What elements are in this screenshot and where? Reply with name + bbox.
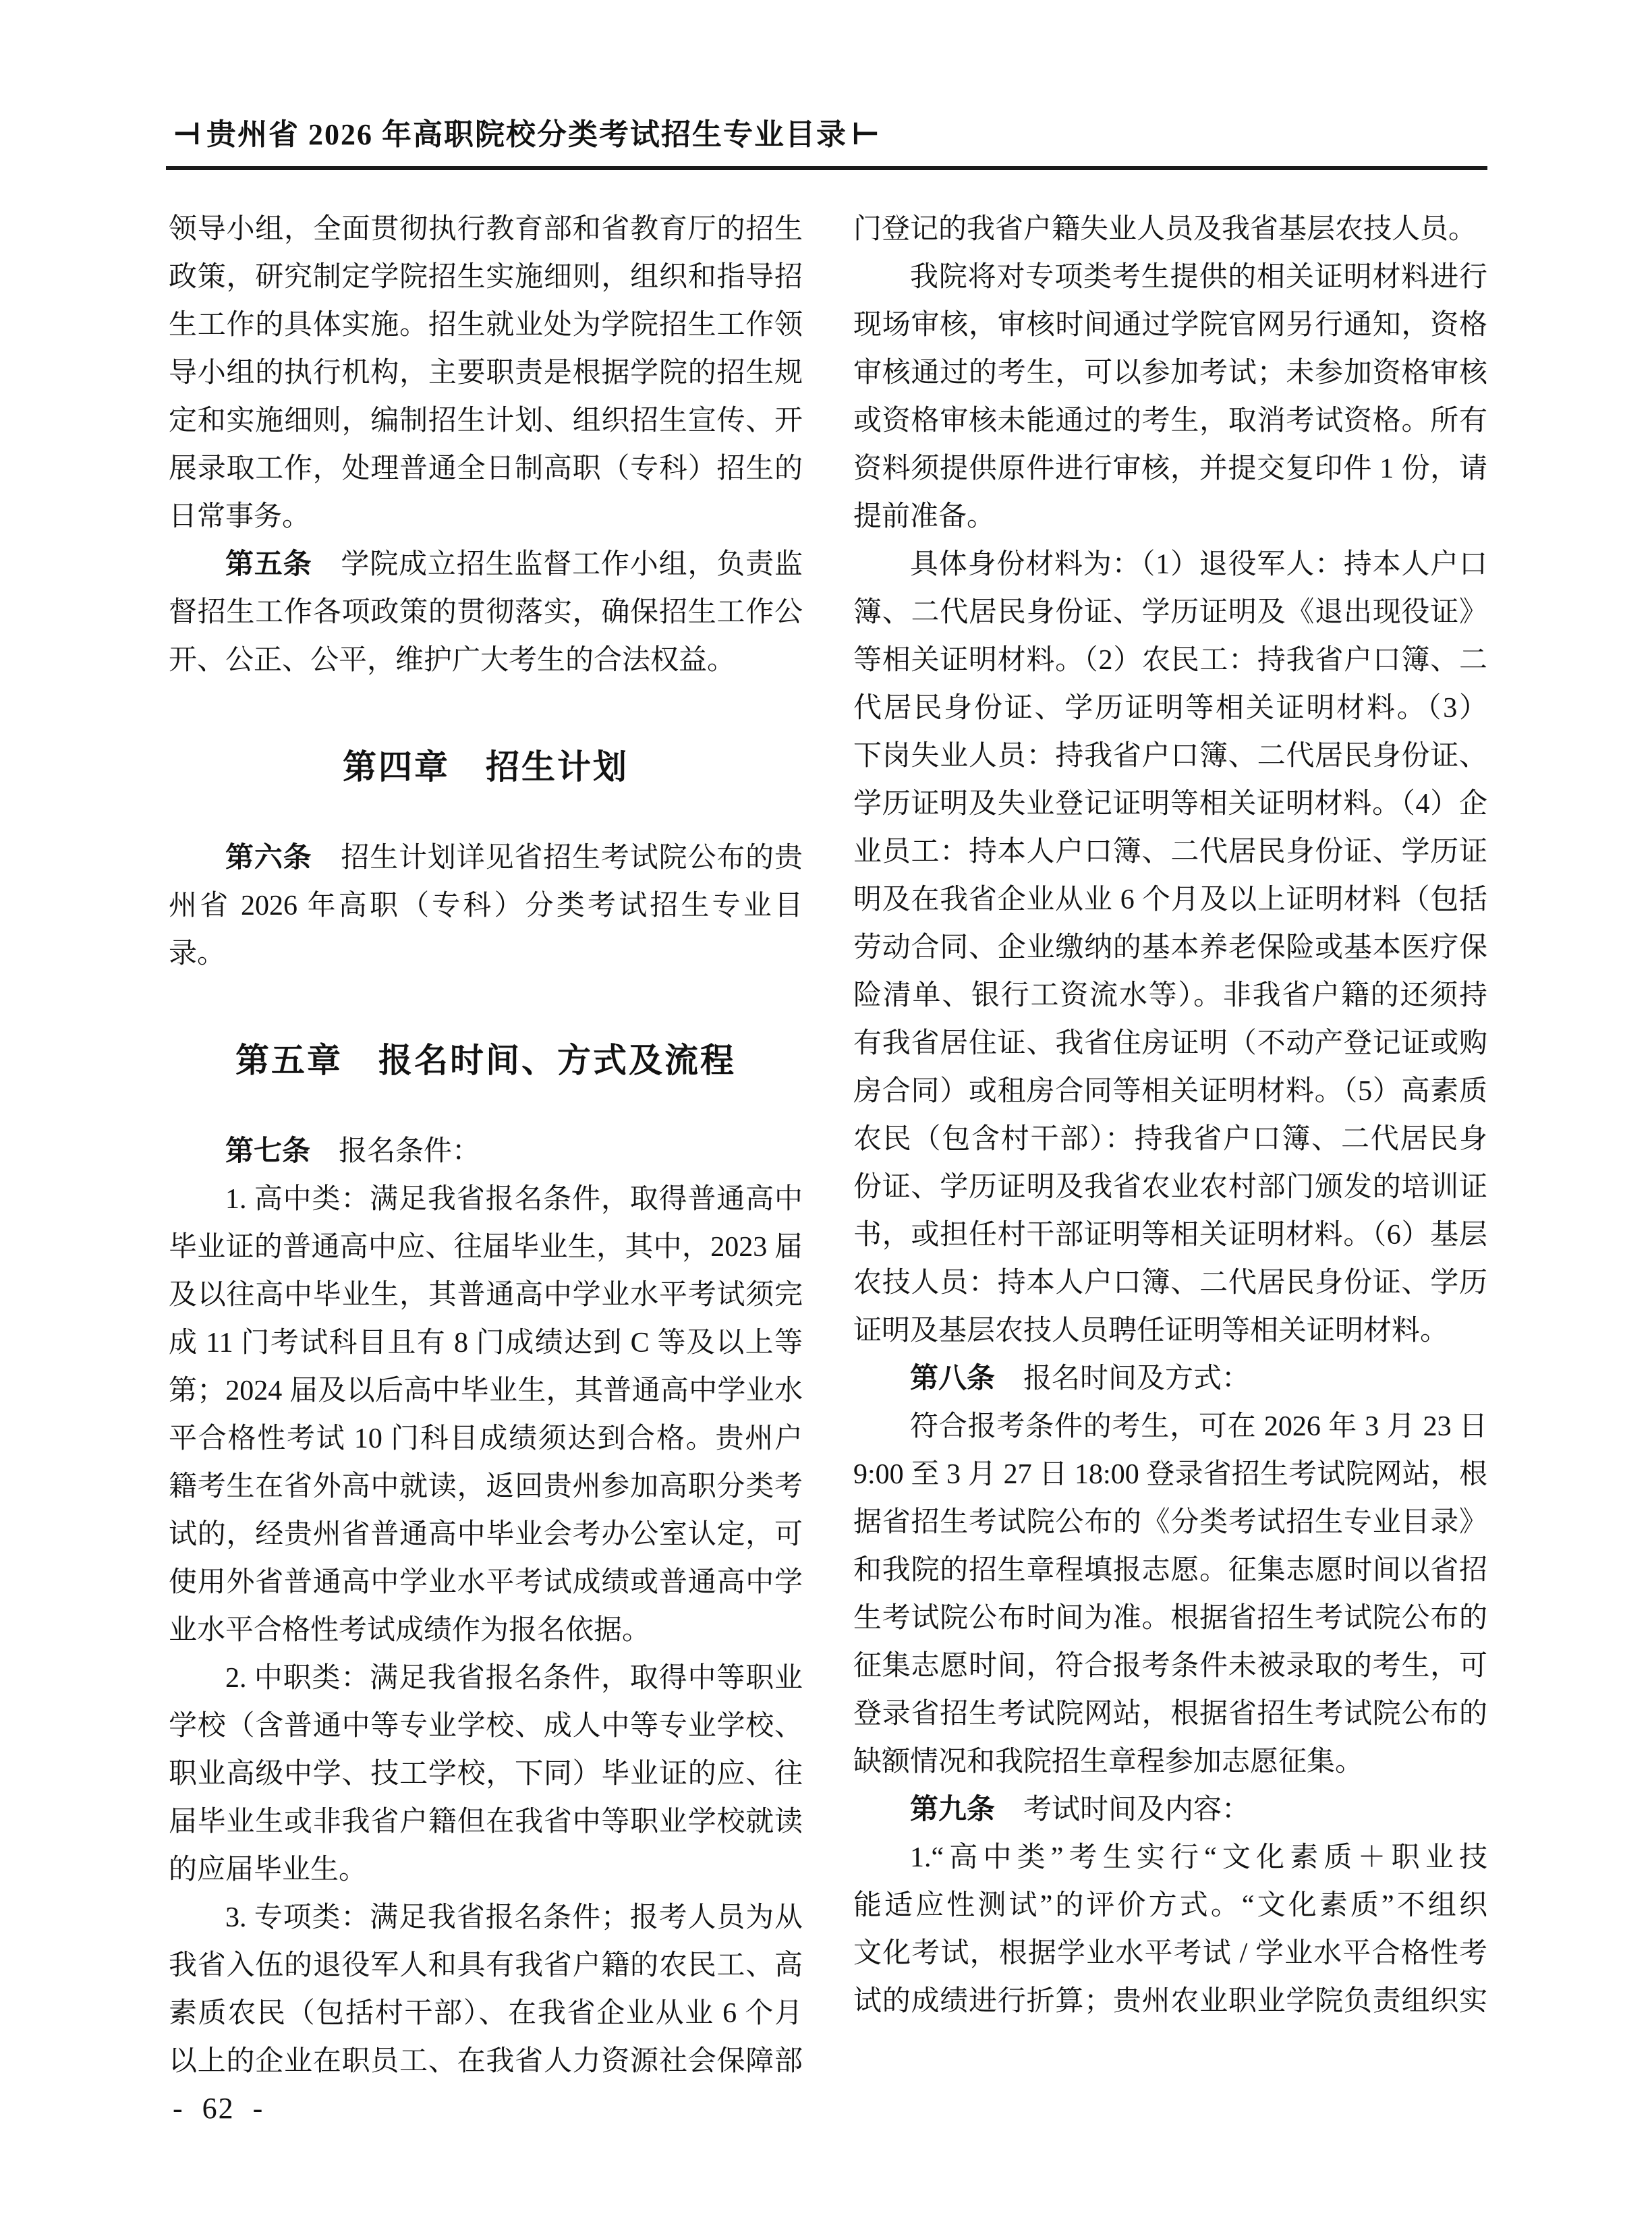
left-column [169, 206, 803, 2086]
header-title-text: 贵州省 2026 年高职院校分类考试招生专业目录 [206, 118, 848, 151]
paragraph [853, 1355, 1487, 1403]
text-line: 3. 专项类：满足我省报名条件；报考人员为从 [225, 1902, 803, 1933]
text-line: 试的，经贵州省普通高中毕业会考办公室认定，可 [169, 1519, 803, 1550]
text-line: 籍考生在省外高中就读，返回贵州参加高职分类考 [169, 1471, 803, 1502]
page-header-title [169, 113, 885, 155]
article-number: 第五条 [225, 549, 312, 580]
text-line: 职业高级中学、技工学校，下同）毕业证的应、往 [169, 1759, 803, 1790]
text-line: 符合报考条件的考生，可在 2026 年 3 月 23 日 [910, 1411, 1487, 1442]
paragraph [169, 1176, 803, 1655]
paragraph [853, 1834, 1487, 2026]
text-line: 提前准备。 [853, 501, 996, 532]
text-line: 第六条 招生计划详见省招生考试院公布的贵 [225, 843, 803, 874]
text-line: 及以往高中毕业生，其普通高中学业水平考试须完 [169, 1280, 803, 1311]
text-line: 届毕业生或非我省户籍但在我省中等职业学校就读 [169, 1806, 803, 1837]
text-line: 缺额情况和我院招生章程参加志愿征集。 [853, 1746, 1364, 1777]
article-number: 第六条 [225, 843, 312, 874]
text-line: 具体身份材料为：（1）退役军人：持本人户口 [910, 549, 1487, 580]
text-line: 文化考试，根据学业水平考试 / 学业水平合格性考 [853, 1938, 1487, 1969]
paragraph [853, 1403, 1487, 1786]
text-line: 业员工：持本人户口簿、二代居民身份证、学历证 [853, 836, 1487, 867]
text-line: 审核通过的考生，可以参加考试；未参加资格审核 [853, 358, 1487, 389]
text-line: 门登记的我省户籍失业人员及我省基层农技人员。 [853, 214, 1477, 245]
text-line: 业水平合格性考试成绩作为报名依据。 [169, 1615, 651, 1646]
header-rule [166, 166, 1487, 170]
chapter-heading: 第四章 招生计划 [343, 748, 629, 786]
text-line: 资料须提供原件进行审核，并提交复印件 1 份，请 [853, 453, 1487, 484]
text-line: 州省 2026 年高职（专科）分类考试招生专业目录。 [169, 890, 803, 969]
text-line: 生工作的具体实施。招生就业处为学院招生工作领 [169, 310, 803, 341]
text-line: 第；2024 届及以后高中毕业生，其普通高中学业水 [169, 1375, 803, 1406]
text-line: 试的成绩进行折算；贵州农业职业学院负责组织实 [853, 1986, 1487, 2017]
paragraph [169, 1128, 803, 1176]
text-line: 毕业证的普通高中应、往届毕业生，其中，2023 届 [169, 1232, 803, 1263]
text-line: 成 11 门考试科目且有 8 门成绩达到 C 等及以上等 [169, 1328, 803, 1359]
article-number: 第九条 [910, 1794, 996, 1825]
text-line: 第八条 报名时间及方式： [910, 1363, 1251, 1394]
text-line: 1.“高中类”考生实行“文化素质＋职业技 [910, 1842, 1487, 1873]
article-number: 第七条 [225, 1136, 311, 1167]
text-line: 展录取工作，处理普通全日制高职（专科）招生的 [169, 453, 803, 484]
chapter-heading: 第五章 报名时间、方式及流程 [235, 1041, 736, 1079]
header-right-tick-icon: ⊢ [851, 115, 882, 152]
article-number: 第八条 [910, 1363, 996, 1394]
text-line: 第七条 报名条件： [225, 1136, 481, 1167]
text-line: 日常事务。 [169, 501, 311, 532]
text-line: 劳动合同、企业缴纳的基本养老保险或基本医疗保 [853, 932, 1487, 963]
text-line: 学历证明及失业登记证明等相关证明材料。（4）企 [853, 789, 1487, 820]
right-column [853, 206, 1487, 2026]
text-line: 督招生工作各项政策的贯彻落实，确保招生工作公 [169, 597, 803, 628]
paragraph [853, 254, 1487, 541]
text-line: 据省招生考试院公布的《分类考试招生专业目录》 [853, 1507, 1487, 1538]
text-line: 登录省招生考试院网站，根据省招生考试院公布的 [853, 1699, 1487, 1730]
text-line: 使用外省普通高中学业水平考试成绩或普通高中学 [169, 1567, 803, 1598]
paragraph [853, 206, 1487, 254]
text-line: 份证、学历证明及我省农业农村部门颁发的培训证 [853, 1172, 1487, 1203]
text-line: 生考试院公布时间为准。根据省招生考试院公布的 [853, 1603, 1487, 1634]
text-line: 险清单、银行工资流水等）。非我省户籍的还须持 [853, 980, 1487, 1011]
text-line: 我院将对专项类考生提供的相关证明材料进行 [910, 262, 1487, 293]
paragraph [169, 1894, 803, 2086]
text-line: 有我省居住证、我省住房证明（不动产登记证或购 [853, 1028, 1487, 1059]
header-left-tick-icon: ⊣ [173, 115, 203, 152]
text-line: 素质农民（包括村干部）、在我省企业从业 6 个月 [169, 1998, 803, 2029]
text-line: 政策，研究制定学院招生实施细则，组织和指导招 [169, 262, 803, 293]
paragraph [853, 541, 1487, 1355]
text-line: 的应届毕业生。 [169, 1854, 368, 1885]
text-line: 和我院的招生章程填报志愿。征集志愿时间以省招 [853, 1555, 1487, 1586]
text-line: 下岗失业人员：持我省户口簿、二代居民身份证、 [853, 741, 1487, 772]
text-line: 证明及基层农技人员聘任证明等相关证明材料。 [853, 1315, 1449, 1346]
text-line: 或资格审核未能通过的考生，取消考试资格。所有 [853, 405, 1487, 436]
paragraph [169, 1655, 803, 1894]
paragraph [169, 834, 803, 978]
text-line: 代居民身份证、学历证明等相关证明材料。（3） [853, 693, 1487, 724]
paragraph [169, 541, 803, 685]
text-line: 征集志愿时间，符合报考条件未被录取的考生，可 [853, 1651, 1487, 1682]
text-line: 房合同）或租房合同等相关证明材料。（5）高素质 [853, 1076, 1487, 1107]
text-line: 能适应性测试”的评价方式。“文化素质”不组织 [853, 1890, 1487, 1921]
text-line: 农民（包含村干部）：持我省户口簿、二代居民身 [853, 1124, 1487, 1155]
text-line: 等相关证明材料。（2）农民工：持我省户口簿、二 [853, 645, 1487, 676]
text-line: 第五条 学院成立招生监督工作小组，负责监 [225, 549, 803, 580]
text-line: 明及在我省企业从业 6 个月及以上证明材料（包括 [853, 884, 1487, 915]
text-line: 农技人员：持本人户口簿、二代居民身份证、学历 [853, 1267, 1487, 1298]
text-line: 第九条 考试时间及内容： [910, 1794, 1251, 1825]
text-line: 平合格性考试 10 门科目成绩须达到合格。贵州户 [169, 1423, 803, 1454]
text-line: 定和实施细则，编制招生计划、组织招生宣传、开 [169, 405, 803, 436]
text-line: 9:00 至 3 月 27 日 18:00 登录省招生考试院网站，根 [853, 1459, 1487, 1490]
text-line: 2. 中职类：满足我省报名条件，取得中等职业 [225, 1663, 803, 1694]
text-line: 学校（含普通中等专业学校、成人中等专业学校、 [169, 1711, 803, 1742]
text-line: 我省入伍的退役军人和具有我省户籍的农民工、高 [169, 1950, 803, 1981]
paragraph [853, 1786, 1487, 1834]
text-line: 领导小组，全面贯彻执行教育部和省教育厅的招生 [169, 214, 803, 245]
page-number: - 62 - [173, 2092, 264, 2125]
paragraph [169, 206, 803, 541]
text-line: 以上的企业在职员工、在我省人力资源社会保障部 [169, 2046, 803, 2077]
text-line: 书，或担任村干部证明等相关证明材料。（6）基层 [853, 1220, 1487, 1251]
text-line: 现场审核，审核时间通过学院官网另行通知，资格 [853, 310, 1487, 341]
text-line: 1. 高中类：满足我省报名条件，取得普通高中 [225, 1184, 803, 1215]
text-line: 导小组的执行机构，主要职责是根据学院的招生规 [169, 358, 803, 389]
text-line: 开、公正、公平，维护广大考生的合法权益。 [169, 645, 736, 676]
text-line: 簿、二代居民身份证、学历证明及《退出现役证》 [853, 597, 1487, 628]
